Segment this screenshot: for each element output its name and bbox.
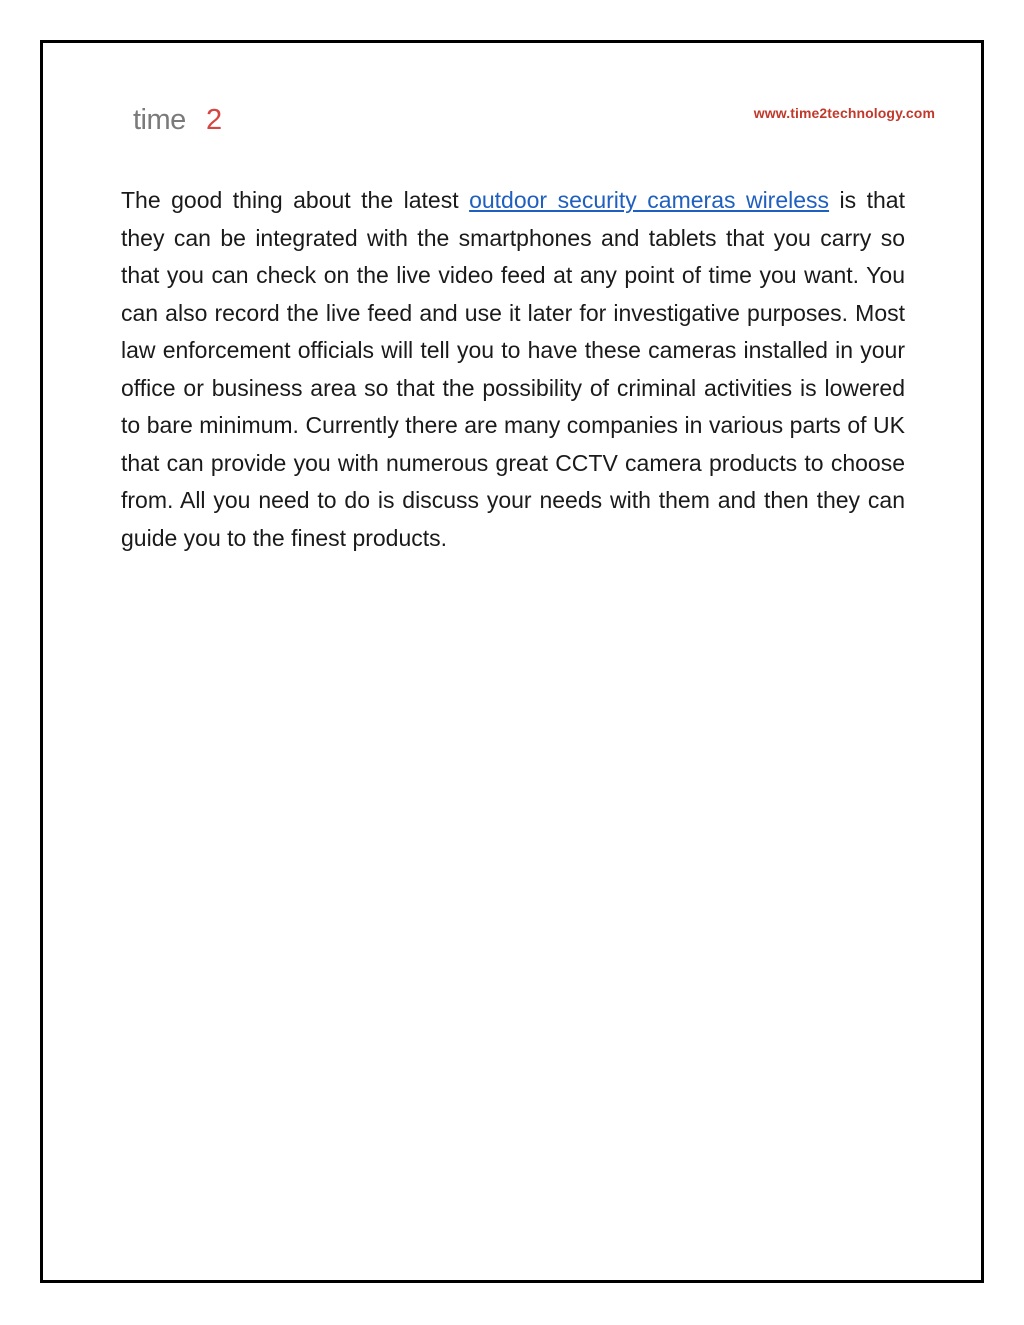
paragraph-text-start: The good thing about the latest [121,187,470,213]
outdoor-cameras-link[interactable]: outdoor security cameras wireless [469,187,830,213]
paragraph-text-rest: is that they can be integrated with the smartphones and tablets that you carry so that you can check on the live video feed at any point of time you want. You can also record the live feed and use it later for investigative purposes. Most law enforcement officials will tell you to have these cameras installed in your office or business area so that the possibility of criminal activities is lowered to bare minimum. Currently there are many companies in various parts of UK that can provide you with numerous great CCTV camera products to choose from. All you need to do is discuss your needs with them and then they can guide you to the finest products. [121,187,905,551]
time2-logo [133,105,235,135]
svg-text:time: time [133,105,186,135]
body-paragraph [121,182,905,557]
svg-text:2: 2 [206,105,223,135]
page-frame [40,40,984,1283]
time2-logo-graphic [133,105,235,135]
website-url-link[interactable]: www.time2technology.com [753,105,935,121]
